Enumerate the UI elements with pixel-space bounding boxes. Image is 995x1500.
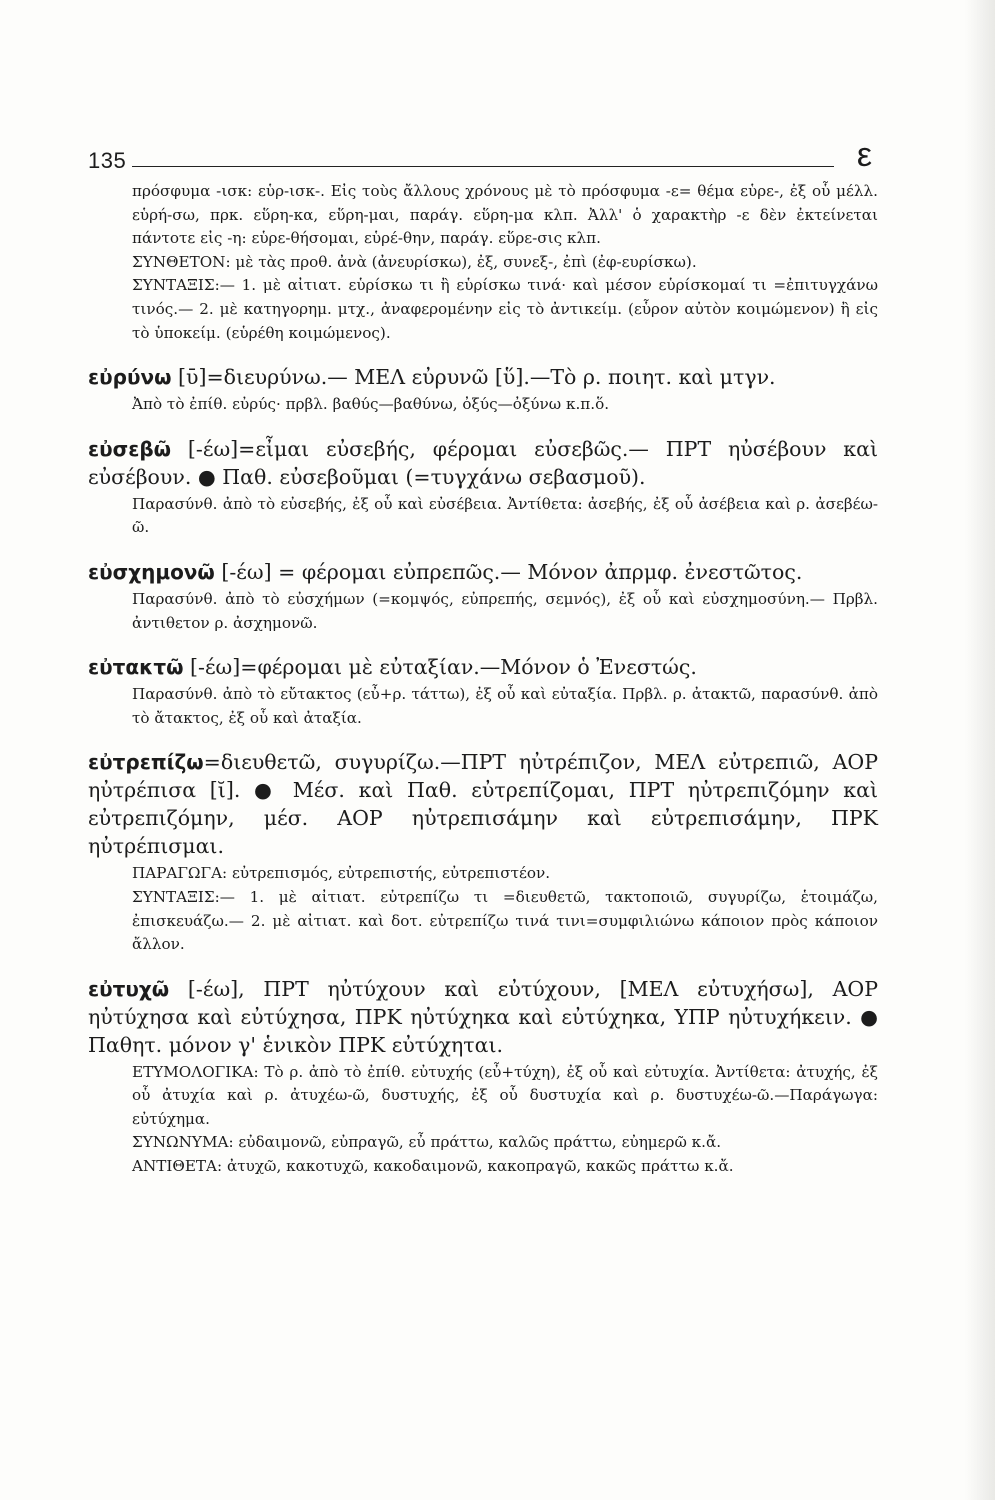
entry-headline: εὐτρεπίζω=διευθετῶ, συγυρίζω.—ΠΡΤ ηὐτρέπιζον, ΜΕΛ εὐτρεπιῶ, ΑΟΡ ηὐτρέπισα [ῐ]. ● Μέσ. καὶ Παθ. εὐτρεπίζομαι, ΠΡΤ ηὐτρεπιζόμην καὶ εὐτρεπιζόμην, μέσ. ΑΟΡ ηὐτρεπισάμην καὶ εὐτρεπισάμην, ΠΡΚ ηὐτρέπισμαι. — [88, 750, 878, 859]
entry-headline: εὐτακτῶ [-έω]=φέρομαι μὲ εὐταξίαν.—Μόνον ὁ Ἐνεστώς. — [88, 655, 697, 680]
entry-note: ΕΤΥΜΟΛΟΓΙΚΑ: Τὸ ρ. ἀπὸ τὸ ἐπίθ. εὐτυχής (εὖ+τύχη), ἐξ οὗ καὶ εὐτυχία. Ἀντίθετα: ἀτυχής, ἐξ οὗ ἀτυχία καὶ ρ. ἀτυχέω-ῶ, δυστυχής, ἐξ οὗ δυστυχία καὶ ρ. δυστυχέω-ῶ.—Παράγωγα: εὐτύχημα. — [132, 1062, 878, 1128]
dictionary-entry — [88, 363, 878, 417]
continued-paragraph: ΣΥΝΘΕΤΟΝ: μὲ τὰς προθ. ἀνὰ (ἀνευρίσκω), ἐξ, συνεξ-, ἐπὶ (ἐφ-ευρίσκω). — [132, 252, 697, 271]
entry-details — [88, 1061, 878, 1179]
headword: εὐσχημονῶ — [88, 559, 215, 584]
continued-paragraph: ΣΥΝΤΑΞΙΣ:— 1. μὲ αἰτιατ. εὑρίσκω τι ἢ εὑρίσκω τινά· καὶ μέσον εὑρίσκομαί τι =ἐπιτυγχάνω τινός.— 2. μὲ κατηγορημ. μτχ., ἀναφερομένην εἰς τὸ ἀντικείμ. (εὗρον αὐτὸν κοιμώμενον) ἢ εἰς τὸ ὑποκείμ. (εὑρέθη κοιμώμενος). — [132, 276, 878, 342]
entry-details — [88, 683, 878, 730]
page-header — [88, 136, 874, 182]
entry-note: Παρασύνθ. ἀπὸ τὸ εὐσχήμων (=κομψός, εὐπρεπής, σεμνός), ἐξ οὗ καὶ εὐσχημοσύνη.— Πρβλ. ἀντιθετον ρ. ἀσχημονῶ. — [132, 589, 878, 632]
dictionary-entry — [88, 748, 878, 956]
headword: εὐτρεπίζω — [88, 750, 204, 775]
dictionary-entry — [88, 975, 878, 1179]
entry-note: ΣΥΝΤΑΞΙΣ:— 1. μὲ αἰτιατ. εὐτρεπίζω τι =διευθετῶ, τακτοποιῶ, συγυρίζω, ἑτοιμάζω, ἐπισκευάζω.— 2. μὲ αἰτιατ. καὶ δοτ. εὐτρεπίζω τινά τινι=συμφιλιώνω κάποιον πρὸς κάποιον ἄλλον. — [132, 887, 878, 954]
entry-details — [88, 588, 878, 635]
dictionary-content — [88, 180, 878, 1179]
entry-headline: εὐσχημονῶ [-έω] = φέρομαι εὐπρεπῶς.— Μόνον ἀπρμφ. ἐνεστῶτος. — [88, 559, 803, 584]
entry-note: ΑΝΤΙΘΕΤΑ: ἀτυχῶ, κακοτυχῶ, κακοδαιμονῶ, κακοπραγῶ, κακῶς πράττω κ.ἄ. — [132, 1157, 734, 1176]
entry-headline: εὐτυχῶ [-έω], ΠΡΤ ηὐτύχουν καὶ εὐτύχουν, [ΜΕΛ εὐτυχήσω], ΑΟΡ ηὐτύχησα καὶ εὐτύχησα, ΠΡΚ ηὐτύχηκα καὶ εὐτύχηκα, ΥΠΡ ηὐτυχήκειν. ● Παθητ. μόνον γ' ἑνικὸν ΠΡΚ εὐτύχηται. — [88, 976, 878, 1057]
headword: εὐτυχῶ — [88, 976, 170, 1001]
dictionary-entry — [88, 435, 878, 540]
entry-details — [88, 862, 878, 956]
headword: εὐτακτῶ — [88, 655, 184, 680]
dictionary-entry — [88, 558, 878, 635]
entry-note: ΠΑΡΑΓΩΓΑ: εὐτρεπισμός, εὐτρεπιστής, εὐτρεπιστέον. — [132, 864, 551, 883]
entry-note: ΣΥΝΩΝΥΜΑ: εὐδαιμονῶ, εὐπραγῶ, εὖ πράττω, καλῶς πράττω, εὐημερῶ κ.ἄ. — [132, 1133, 722, 1152]
headword: εὐσεβῶ — [88, 436, 172, 461]
dictionary-entry — [88, 653, 878, 730]
entry-details — [88, 393, 878, 417]
entry-note: Παρασύνθ. ἀπὸ τὸ εὐσεβής, ἐξ οὗ καὶ εὐσέβεια. Ἀντίθετα: ἀσεβής, ἐξ οὗ ἀσέβεια καὶ ρ. ἀσεβέω-ῶ. — [132, 494, 878, 537]
section-letter: ε — [856, 136, 872, 174]
entry-note: Παρασύνθ. ἀπὸ τὸ εὔτακτος (εὖ+ρ. τάττω), ἐξ οὗ καὶ εὐταξία. Πρβλ. ρ. ἀτακτῶ, παρασύνθ. ἀπὸ τὸ ἄτακτος, ἐξ οὗ καὶ ἀταξία. — [132, 685, 878, 727]
header-rule — [132, 166, 834, 167]
entry-details — [88, 493, 878, 540]
entry-headline: εὐσεβῶ [-έω]=εἶμαι εὐσεβής, φέρομαι εὐσεβῶς.— ΠΡΤ ηὐσέβουν καὶ εὐσέβουν. ● Παθ. εὐσεβοῦμαι (=τυγχάνω σεβασμοῦ). — [88, 436, 878, 489]
page-number: 135 — [88, 148, 127, 173]
entry-note: Ἀπὸ τὸ ἐπίθ. εὐρύς· πρβλ. βαθύς—βαθύνω, ὀξύς—ὀξύνω κ.π.ὅ. — [132, 395, 610, 414]
page-edge-shadow — [965, 0, 995, 1500]
continued-paragraph: πρόσφυμα -ισκ: εὑρ-ισκ-. Εἰς τοὺς ἄλλους χρόνους μὲ τὸ πρόσφυμα -ε= θέμα εὑρε-, ἐξ οὗ μέλλ. εὑρή-σω, πρκ. εὕρη-κα, εὕρη-μαι, παράγ. εὕρη-μα κλπ. Ἀλλ' ὁ χαρακτὴρ -ε δὲν ἐκτείνεται πάντοτε εἰς -η: εὑρε-θήσομαι, εὑρέ-θην, παράγ. εὕρε-σις κλπ. — [132, 182, 878, 248]
continued-entry — [88, 180, 878, 345]
headword: εὐρύνω — [88, 365, 172, 390]
entry-headline: εὐρύνω [ῡ]=διευρύνω.— ΜΕΛ εὐρυνῶ [ὕ].—Τὸ ρ. ποιητ. καὶ μτγν. — [88, 365, 776, 390]
